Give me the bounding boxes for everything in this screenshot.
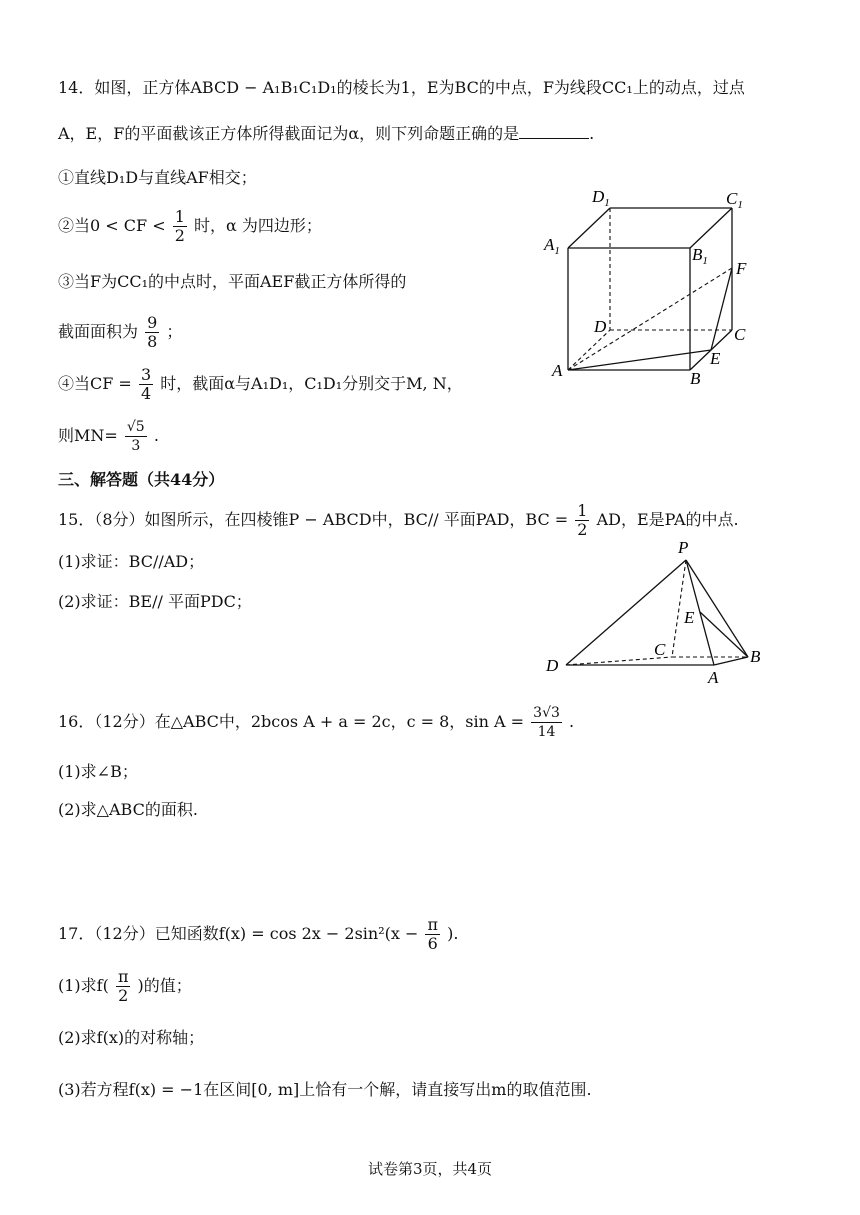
q16-fraction <box>531 704 562 741</box>
label-B1: $B_1$ <box>692 245 708 267</box>
fraction-denominator: 2 <box>174 226 185 245</box>
q17-part-1-fraction <box>116 968 131 1005</box>
q16-stem <box>58 702 574 742</box>
q14-option-4-line2 <box>58 416 159 456</box>
edge-AD <box>568 330 610 370</box>
edge-PD <box>566 560 686 665</box>
q14-option-4-fraction <box>139 366 153 403</box>
fraction-numerator: 3√3 <box>533 705 560 721</box>
fraction-denominator: 8 <box>147 332 158 351</box>
label-A1: $A_1$ <box>544 235 560 257</box>
q14-option-3-line2 <box>58 312 182 352</box>
answer-blank <box>519 122 589 139</box>
label-E: E <box>710 349 721 368</box>
label-P: P <box>678 538 689 557</box>
fraction-numerator: π <box>427 915 438 934</box>
edge-PB <box>686 560 748 657</box>
fraction-numerator: 1 <box>577 501 588 520</box>
q16-part-2: (2)求△ABC的面积. <box>58 800 198 819</box>
fraction-numerator: 9 <box>147 313 158 332</box>
q15-part-1: (1)求证：BC//AD； <box>58 552 205 571</box>
label-C: C <box>654 640 666 659</box>
q14-stem-line2 <box>58 122 594 146</box>
q17-stem-post: ). <box>447 924 459 943</box>
q14-option-4-pre: ④当CF = <box>58 374 132 393</box>
label-A: A <box>552 361 563 380</box>
q17-fraction <box>425 916 440 953</box>
q17-part-1-post: )的值； <box>137 976 192 995</box>
q15-part-2: (2)求证：BE// 平面PDC； <box>58 592 252 611</box>
label-D: D <box>546 656 559 675</box>
q15-stem-pre: 15．（8分）如图所示，在四棱锥P − ABCD中，BC// 平面PAD，BC = <box>58 510 569 529</box>
q15-stem-post: AD，E是PA的中点. <box>596 510 739 529</box>
label-D: D <box>594 317 607 336</box>
segment-EF <box>711 268 732 350</box>
q16-stem-pre: 16．（12分）在△ABC中，2bcos A + a = 2c，c = 8，sin A = <box>58 712 525 731</box>
label-C1: $C_1$ <box>726 189 743 211</box>
q14-stem-line2-end: . <box>589 124 595 143</box>
q14-option-4b-pre: 则MN= <box>58 426 118 445</box>
q14-option-2-post: 时，α 为四边形； <box>193 216 322 235</box>
section-heading: 三、解答题（共44分） <box>58 470 225 489</box>
page-footer: 试卷第3页，共4页 <box>367 1160 493 1178</box>
q14-option-4b-post: . <box>153 426 159 445</box>
q17-part-1 <box>58 966 192 1006</box>
fraction-denominator: 4 <box>140 384 152 403</box>
label-F: F <box>736 259 747 278</box>
q15-fraction <box>575 502 589 539</box>
fraction-denominator: 3 <box>131 438 141 454</box>
label-B: B <box>750 647 761 666</box>
label-D1: $D_1$ <box>592 187 610 209</box>
q14-stem-line1: 14．如图，正方体ABCD − A₁B₁C₁D₁的棱长为1，E为BC的中点，F为线段CC₁上的动点，过点 <box>58 78 745 97</box>
q14-option-3-line1: ③当F为CC₁的中点时，平面AEF截正方体所得的 <box>58 272 407 291</box>
label-A: A <box>708 668 719 685</box>
cube-figure <box>540 180 780 390</box>
q17-part-3: (3)若方程f(x) = −1在区间[0, m]上恰有一个解，请直接写出m的取值范围. <box>58 1080 592 1099</box>
q14-option-4-post: 时，截面α与A₁D₁，C₁D₁分别交于M, N， <box>160 374 463 393</box>
fraction-denominator: 2 <box>577 520 588 539</box>
fraction-numerator: π <box>117 967 129 986</box>
q16-stem-post: . <box>569 712 575 731</box>
label-B: B <box>690 369 701 388</box>
q14-option-2 <box>58 206 322 246</box>
q14-option-3-fraction <box>145 314 159 351</box>
q17-stem-pre: 17．（12分）已知函数f(x) = cos 2x − 2sin²(x − <box>58 924 419 943</box>
fraction-numerator: 3 <box>140 365 152 384</box>
fraction-numerator: 1 <box>174 207 185 226</box>
fraction-denominator: 14 <box>537 724 556 740</box>
q17-stem <box>58 914 458 954</box>
fraction-denominator: 2 <box>118 986 129 1005</box>
fraction-denominator: 6 <box>427 934 438 953</box>
label-C: C <box>734 325 746 344</box>
q17-part-1-pre: (1)求f( <box>58 976 109 995</box>
fraction-numerator: √5 <box>126 419 145 435</box>
q14-option-3-post: ； <box>166 322 183 341</box>
q14-option-2-pre: ②当0 < CF < <box>58 216 166 235</box>
label-E: E <box>684 608 695 627</box>
pyramid-figure <box>540 535 780 685</box>
edge-AB <box>714 657 748 665</box>
q14-stem-line2-text: A，E，F的平面截该正方体所得截面记为α，则下列命题正确的是 <box>58 124 520 143</box>
segment-AF <box>568 268 732 370</box>
q16-part-1: (1)求∠B； <box>58 762 138 781</box>
q14-option-1: ①直线D₁D与直线AF相交； <box>58 168 257 187</box>
q14-option-4 <box>58 364 463 404</box>
edge-A1D1 <box>568 208 610 248</box>
edge-B1C1 <box>690 208 732 248</box>
q14-option-4b-fraction <box>125 418 147 455</box>
q14-option-2-fraction <box>173 208 187 245</box>
q14-option-3-pre: 截面面积为 <box>58 322 139 341</box>
q15-stem <box>58 500 739 540</box>
q17-part-2: (2)求f(x)的对称轴； <box>58 1028 205 1047</box>
